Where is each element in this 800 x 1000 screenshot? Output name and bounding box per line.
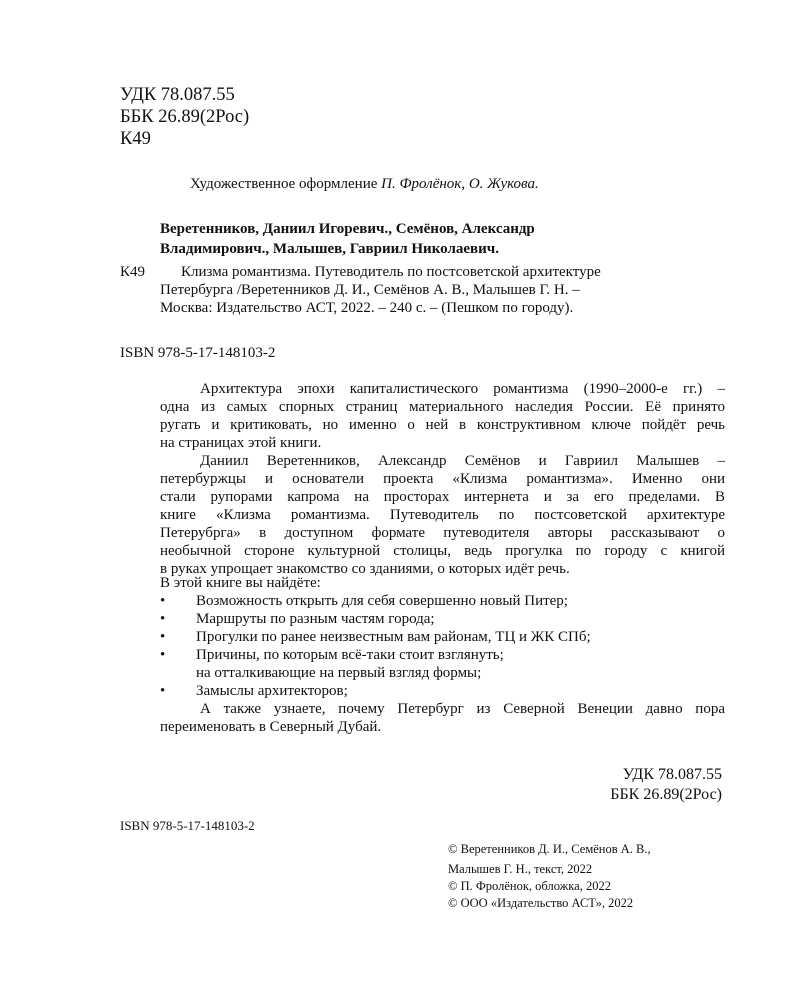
udk-code: УДК 78.087.55 (120, 85, 235, 105)
bib-line1: Клизма романтизма. Путеводитель по постсоветской архитектуре (181, 264, 601, 280)
annotation-line: стали рупорами капрома на просторах интернета и за его пределами. В (160, 489, 725, 505)
list-item-continuation: на отталкивающие на первый взгляд формы; (196, 665, 482, 681)
design-credit-artists: П. Фролёнок, О. Жукова. (381, 176, 539, 192)
annotation-line: на страницах этой книги. (160, 435, 322, 451)
bbk-code: ББК 26.89(2Рос) (120, 107, 250, 127)
annotation-line: ругать и критиковать, но именно о ней в конструктивном ключе пойдёт речь (160, 417, 725, 433)
copyright-line: Малышев Г. Н., текст, 2022 (448, 862, 593, 876)
list-item: Причины, по которым всё-таки стоит взглянуть; (196, 647, 504, 663)
annotation-closing (160, 700, 725, 736)
annotation-line: А также узнаете, почему Петербург из Северной Венеции давно пора (200, 701, 725, 717)
isbn-top: ISBN 978-5-17-148103-2 (120, 345, 276, 361)
annotation-line: Петерубрга» в доступном формате путеводителя авторы рассказывают о (160, 525, 725, 541)
annotation-line: книге «Клизма романтизма. Путеводитель по постсоветской архитектуре (160, 507, 725, 523)
list-intro: В этой книге вы найдёте: (160, 575, 321, 591)
bullet-icon: • (160, 593, 166, 609)
bullet-icon: • (160, 683, 166, 699)
annotation-line: необычной стороне культурной столицы, ведь прогулка по городу с книгой (160, 543, 725, 559)
annotation-paragraph-2 (160, 452, 725, 578)
authors-heading-line2: Владимирович., Малышев, Гавриил Николаевич. (160, 241, 499, 257)
authors-heading-line1: Веретенников, Даниил Игоревич., Семёнов, Александр (160, 221, 535, 237)
annotation-line: Даниил Веретенников, Александр Семёнов и Гавриил Малышев – (200, 453, 725, 469)
bib-line3: Москва: Издательство АСТ, 2022. – 240 с. – (Пешком по городу). (160, 300, 574, 316)
annotation-paragraph-1 (160, 380, 725, 452)
bottom-bbk: ББК 26.89(2Рос) (610, 786, 722, 803)
copyright-line: © П. Фролёнок, обложка, 2022 (448, 879, 611, 893)
copyright-line: © Веретенников Д. И., Семёнов А. В., (448, 842, 651, 856)
bib-mark: К49 (120, 264, 146, 280)
author-mark: К49 (120, 129, 151, 149)
annotation-line: Архитектура эпохи капиталистического романтизма (1990–2000-е гг.) – (200, 381, 725, 397)
copyright-line: © ООО «Издательство АСТ», 2022 (448, 896, 634, 910)
annotation-line: одна из самых спорных страниц материального наследия России. Её принято (160, 399, 725, 415)
annotation-line: петербуржцы и основатели проекта «Клизма романтизма». Именно они (160, 471, 725, 487)
list-item: Возможность открыть для себя совершенно новый Питер; (196, 593, 568, 609)
bib-line2: Петербурга /Веретенников Д. И., Семёнов А. В., Малышев Г. Н. – (160, 282, 580, 298)
bottom-udk: УДК 78.087.55 (622, 766, 722, 783)
annotation-line: в руках упрощает знакомство со зданиями, о которых идёт речь. (160, 561, 570, 577)
isbn-bottom: ISBN 978-5-17-148103-2 (120, 818, 255, 833)
list-item: Замыслы архитекторов; (196, 683, 348, 699)
list-item: Маршруты по разным частям города; (196, 611, 435, 627)
design-credit (190, 175, 539, 193)
design-credit-prefix: Художественное оформление (190, 176, 382, 192)
list-item: Прогулки по ранее неизвестным вам районам, ТЦ и ЖК СПб; (196, 629, 591, 645)
bullet-icon: • (160, 629, 166, 645)
bullet-icon: • (160, 647, 166, 663)
annotation-line: переименовать в Северный Дубай. (160, 719, 382, 735)
bullet-icon: • (160, 611, 166, 627)
